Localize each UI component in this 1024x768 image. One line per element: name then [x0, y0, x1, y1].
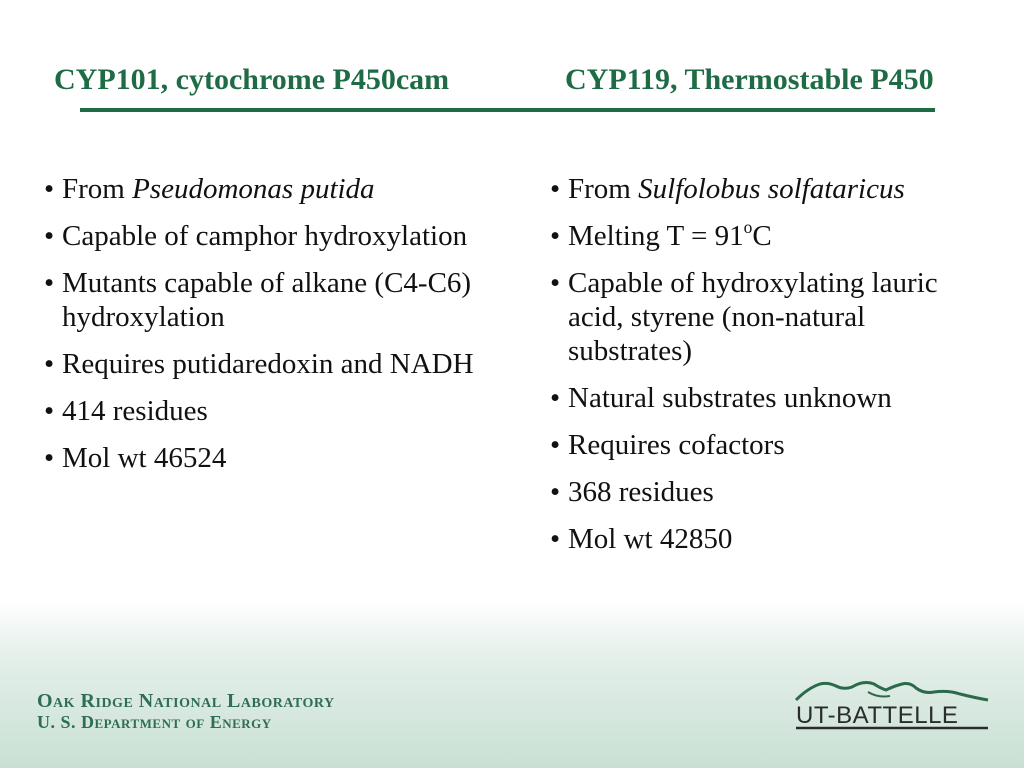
list-item: • Requires cofactors: [550, 429, 785, 461]
list-item: • 414 residues: [44, 395, 208, 427]
bullet-icon: •: [44, 173, 55, 205]
bullet-icon: •: [44, 348, 55, 380]
list-item: • Mol wt 46524: [44, 442, 227, 474]
bullet-icon: •: [44, 220, 55, 252]
cyp119-bullet-list: [550, 172, 990, 569]
list-item: • Capable of camphor hydroxylation: [44, 220, 468, 252]
ornl-name: Oak Ridge National Laboratory: [37, 690, 335, 712]
title-divider: [80, 108, 935, 112]
from-label: From: [568, 173, 639, 205]
bullet-icon: •: [550, 382, 561, 414]
bullet-icon: •: [550, 173, 561, 205]
list-item: • Mol wt 42850: [550, 523, 733, 555]
list-item: • Mutants capable of alkane (C4-C6) hydroxylation: [44, 267, 472, 333]
bullet-icon: •: [550, 523, 561, 555]
cyp101-bullet-list: [44, 172, 514, 488]
doe-name: U. S. Department of Energy: [37, 712, 272, 732]
bullet-icon: •: [550, 267, 561, 299]
organization-name: [37, 690, 335, 732]
list-item: • Capable of hydroxylating lauric acid, styrene (non-natural substrates): [550, 267, 938, 367]
organism-name: Sulfolobus solfataricus: [638, 173, 905, 205]
title-cyp101: CYP101, cytochrome P450cam: [54, 63, 450, 96]
from-label: From: [62, 173, 133, 205]
organism-name: Pseudomonas putida: [132, 173, 375, 205]
bullet-icon: •: [44, 395, 55, 427]
list-item: • Natural substrates unknown: [550, 382, 892, 414]
bullet-icon: •: [550, 220, 561, 252]
degree-superscript: o: [743, 216, 753, 237]
ut-battelle-logo-text: UT-BATTELLE: [796, 702, 959, 729]
list-item-source: [44, 172, 514, 206]
list-item-source: [550, 172, 990, 206]
bullet-icon: •: [550, 476, 561, 508]
list-item-melting-temperature: • Melting $T = 91^oC$: [550, 216, 772, 252]
list-item: • 368 residues: [550, 476, 714, 508]
bullet-icon: •: [550, 429, 561, 461]
bullet-icon: •: [44, 442, 55, 474]
bullet-icon: •: [44, 267, 55, 299]
list-item: • Requires putidaredoxin and NADH: [44, 348, 474, 380]
title-cyp119: CYP119, Thermostable P450: [565, 63, 934, 96]
